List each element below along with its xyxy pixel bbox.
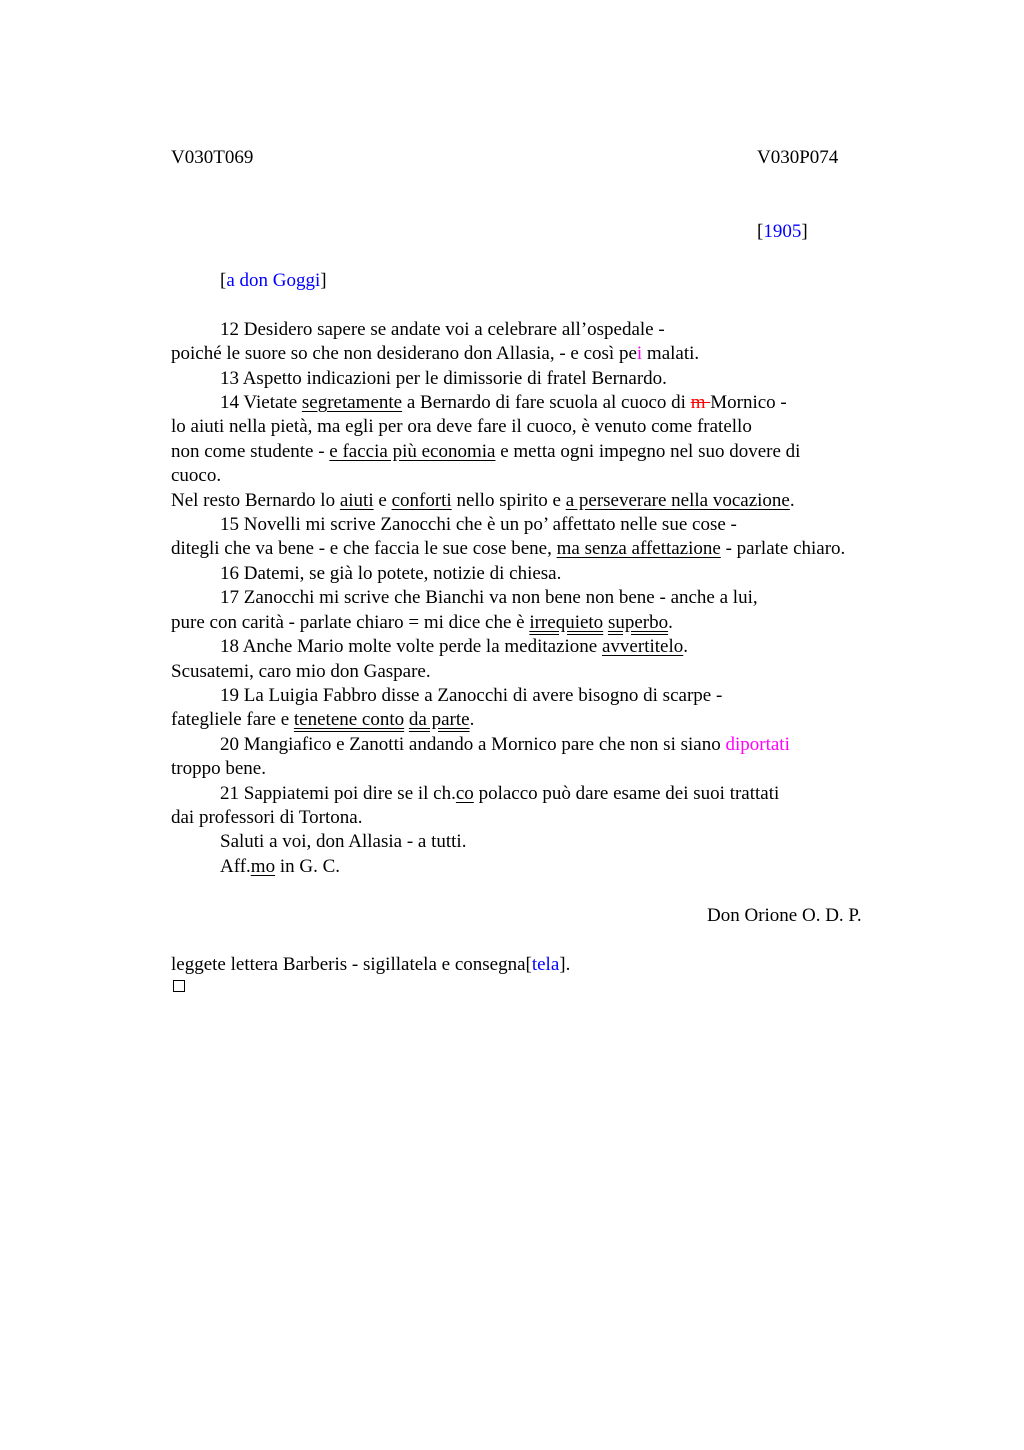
letter-line: troppo bene.	[171, 758, 266, 779]
date-line: [1905]	[757, 221, 808, 242]
letter-line: pure con carità - parlate chiaro = mi dice che è irrequieto superbo.	[171, 612, 673, 633]
letter-line: 15 Novelli mi scrive Zanocchi che è un po’ affettato nelle sue cose -	[220, 514, 737, 535]
document-code-left: V030T069	[171, 147, 254, 168]
letter-line: poiché le suore so che non desiderano don Allasia, - e così pei malati.	[171, 343, 700, 364]
postscript: leggete lettera Barberis - sigillatela e consegna[tela].	[171, 954, 571, 975]
letter-line: 21 Sappiatemi poi dire se il ch.co polacco può dare esame dei suoi trattati	[220, 783, 780, 804]
deleted-text: m	[690, 392, 711, 413]
letter-line: 18 Anche Mario molte volte perde la meditazione avvertitelo.	[220, 636, 688, 657]
letter-line: 20 Mangiafico e Zanotti andando a Mornico pare che non si siano diportati	[220, 734, 790, 755]
letter-line: 16 Datemi, se già lo potete, notizie di chiesa.	[220, 563, 562, 584]
letter-line: ditegli che va bene - e che faccia le sue cose bene, ma senza affettazione - parlate chiaro.	[171, 538, 846, 559]
letter-line: Saluti a voi, don Allasia - a tutti.	[220, 831, 467, 852]
letter-line: cuoco.	[171, 465, 222, 486]
letter-line: dai professori di Tortona.	[171, 807, 363, 828]
letter-line: Nel resto Bernardo lo aiuti e conforti nello spirito e a perseverare nella vocazione.	[171, 490, 795, 511]
letter-line: Scusatemi, caro mio don Gaspare.	[171, 661, 431, 682]
letter-line: fategliele fare e tenetene conto da parte.	[171, 709, 475, 730]
letter-line: 17 Zanocchi mi scrive che Bianchi va non bene non bene - anche a lui,	[220, 587, 758, 608]
date-year: 1905	[763, 221, 802, 242]
addressee-line: [a don Goggi]	[220, 270, 327, 291]
letter-line: 13 Aspetto indicazioni per le dimissorie di fratel Bernardo.	[220, 368, 667, 389]
letter-line: 19 La Luigia Fabbro disse a Zanocchi di avere bisogno di scarpe -	[220, 685, 723, 706]
end-mark-box-icon	[173, 980, 185, 992]
document-code-right: V030P074	[757, 147, 839, 168]
letter-line: non come studente - e faccia più economia e metta ogni impegno nel suo dovere di	[171, 441, 801, 462]
letter-line: Aff.mo in G. C.	[220, 856, 341, 877]
letter-line: 14 Vietate segretamente a Bernardo di fare scuola al cuoco di m Mornico -	[220, 392, 787, 413]
letter-line: 12 Desidero sapere se andate voi a celebrare all’ospedale -	[220, 319, 665, 340]
letter-line: lo aiuti nella pietà, ma egli per ora deve fare il cuoco, è venuto come fratello	[171, 416, 752, 437]
addressee-name: a don Goggi	[226, 270, 321, 291]
signature: Don Orione O. D. P.	[707, 905, 862, 926]
